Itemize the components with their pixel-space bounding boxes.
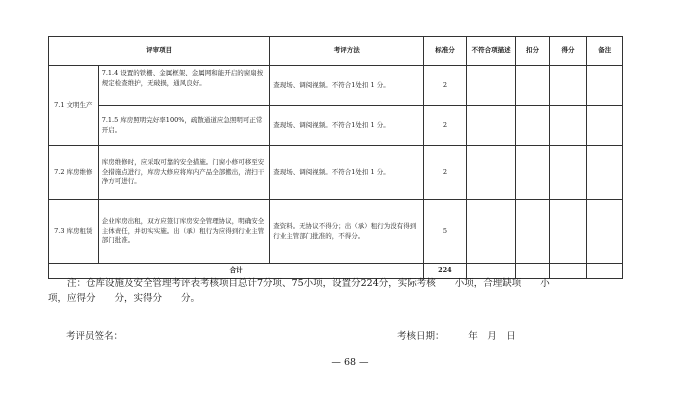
header-remark: 备注 xyxy=(587,37,623,66)
row-deduct[interactable] xyxy=(516,66,549,106)
row-deduct[interactable] xyxy=(516,106,549,146)
header-nonconform: 不符合项描述 xyxy=(466,37,516,66)
total-label: 合计 xyxy=(49,264,424,279)
row-content: 7.1.5 库房照明完好率100%，疏散通道应急照明可正常开启。 xyxy=(98,106,270,146)
row-remark[interactable] xyxy=(587,66,623,106)
row-method: 查现场、调阅视频。不符合1处扣 1 分。 xyxy=(270,66,424,106)
group-title: 7.3 库房租赁 xyxy=(49,200,99,264)
row-remark[interactable] xyxy=(587,200,623,264)
row-nonconform[interactable] xyxy=(466,146,516,200)
row-standard-score: 5 xyxy=(424,200,467,264)
note-line-1: 注：仓库设施及安全管理考评表考核项目总计7分项、75小项，设置分224分，实际考核 小项，合理缺项 小 xyxy=(67,278,550,289)
review-date-label: 考核日期： 年 月 日 xyxy=(397,331,516,342)
table-row xyxy=(49,66,623,106)
row-deduct[interactable] xyxy=(516,146,549,200)
table-row xyxy=(49,146,623,200)
header-row xyxy=(49,37,623,66)
row-standard-score: 2 xyxy=(424,106,467,146)
row-content: 7.1.4 设置的铁栅、金属框架、金属网和能开启的窗扇按规定检查维护，无破损，通风良好。 xyxy=(98,66,270,106)
row-nonconform[interactable] xyxy=(466,200,516,264)
header-item: 评审项目 xyxy=(49,37,270,66)
row-method: 查现场、调阅视频。不符合1处扣 1 分。 xyxy=(270,146,424,200)
row-standard-score: 2 xyxy=(424,66,467,106)
row-remark[interactable] xyxy=(587,106,623,146)
row-score[interactable] xyxy=(549,66,587,106)
header-method: 考评方法 xyxy=(270,37,424,66)
row-score[interactable] xyxy=(549,200,587,264)
evaluation-table xyxy=(48,36,623,279)
group-title: 7.1 文明生产 xyxy=(49,66,99,146)
table-row xyxy=(49,106,623,146)
page-number: — 68 — xyxy=(331,357,369,368)
row-content: 库房维修时，应采取可靠的安全措施。门窗小修可移至安全措施点进行，库房大修应将库内产品全部搬出，清扫干净方可进行。 xyxy=(98,146,270,200)
total-value: 224 xyxy=(424,264,467,279)
row-content: 企业库房出租，双方应签订库房安全管理协议，明确安全主体责任，并切实实施。出（承）租行为应得到行业主管部门批准。 xyxy=(98,200,270,264)
note-line-2: 项，应得分 分，实得分 分。 xyxy=(48,293,201,304)
reviewer-signature-label: 考评员签名： xyxy=(66,331,124,342)
row-deduct[interactable] xyxy=(516,200,549,264)
row-method: 查现场、调阅视频。不符合1处扣 1 分。 xyxy=(270,106,424,146)
row-score[interactable] xyxy=(549,106,587,146)
row-method: 查资料。无协议不得分；出（承）租行为没有得到行业主管部门批准的，不得分。 xyxy=(270,200,424,264)
header-deduct: 扣分 xyxy=(516,37,549,66)
row-nonconform[interactable] xyxy=(466,106,516,146)
table-note xyxy=(48,276,628,306)
row-standard-score: 2 xyxy=(424,146,467,200)
table-row xyxy=(49,200,623,264)
row-nonconform[interactable] xyxy=(466,66,516,106)
row-score[interactable] xyxy=(549,146,587,200)
header-score: 得分 xyxy=(549,37,587,66)
header-standard: 标准分 xyxy=(424,37,467,66)
group-title: 7.2 库房维修 xyxy=(49,146,99,200)
row-remark[interactable] xyxy=(587,146,623,200)
